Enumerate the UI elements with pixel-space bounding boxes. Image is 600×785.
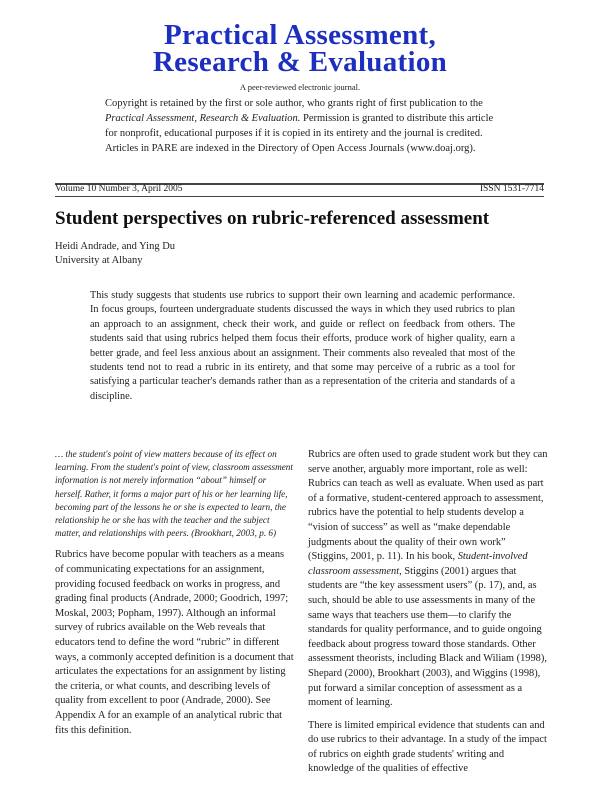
copyright-text-part2: Permission is granted to distribute this article for nonprofit, educational purposes if it is copied in its entirety and the journal is credited. Articles in PARE are indexed in the Directory of Open Access Journals (www.doaj.org).: [105, 113, 494, 154]
body-column-right: [308, 448, 548, 785]
issue-issn: ISSN 1531-7714: [479, 184, 544, 194]
issue-rule-bottom: [55, 196, 544, 197]
copyright-journal-name: Practical Assessment, Research & Evaluation.: [105, 113, 301, 124]
body-column-left: [55, 448, 295, 746]
journal-title-line1: Practical Assessment,: [163, 19, 437, 51]
article-affiliation: University at Albany: [55, 255, 143, 266]
paragraph-text: , Stiggins (2001) argues that students are “the key assessment users” (p. 17), and, as such, should be able to use assessments in many of the same ways that teachers use them—to clarify the standards for quality performance, and to guide ongoing feedback about progress toward those standards. Other assessment theorists, including Black and Wiliam (1998), Shepard (2000), Brookhart (2003), and Wiggins (1998), put forward a similar conception of assessment as a moment of learning.: [308, 565, 547, 709]
epigraph-quote: … the student's point of view matters because of its effect on learning. From the student's point of view, classroom assessment information is not merely information “about” himself or herself. Rather, it forms a major part of his or her learning life, becoming part of the lessons he or she is expected to learn, the relationship he or she has with the teacher and the subject matter, and relationships with peers. (Brookhart, 2003, p. 6): [55, 449, 293, 539]
body-paragraph: Rubrics have become popular with teachers as a means of communicating expectations for an assignment, providing focused feedback on works in progress, and grading final products (Andrade, 2000; Goodrich, 1997; Moskal, 2003; Popham, 1997). Although an informal survey of rubrics available on the Web reveals that educators tend to define the word “rubric” in different ways, a commonly accepted definition is a document that articulates the expectations for an assignment by listing the criteria, or what counts, and describing levels of quality from excellent to poor (Andrade, 2000). See Appendix A for an example of an analytical rubric that fits this definition.: [55, 549, 294, 736]
issue-volume: Volume 10 Number 3, April 2005: [55, 184, 183, 194]
copyright-notice: [105, 96, 505, 156]
journal-tagline: A peer-reviewed electronic journal.: [239, 82, 361, 92]
paragraph-text: Rubrics are often used to grade student work but they can serve another, arguably more important, role as well: Rubrics can teach as well as evaluate. When used as part of a formative, student-centered approach to assessment, rubrics have the potential to help students develop a “vision of success” as well as “make dependable judgments about the quality of their own work” (Stiggins, 2001, p. 11). In his book,: [308, 449, 548, 563]
article-authors: Heidi Andrade, and Ying Du: [55, 241, 176, 252]
journal-masthead: [0, 19, 600, 78]
article-abstract: This study suggests that students use rubrics to support their own learning and academic performance. In focus groups, fourteen undergraduate students discussed the ways in which they used rubrics to plan an approach to an assignment, check their work, and guide or reflect on feedback from others. The students said that using rubrics helped them focus their efforts, produce work of higher quality, earn a better grade, and feel less anxious about an assignment. Their comments also revealed that most of the students tend not to read a rubric in its entirety, and that some may perceive of a rubric as a tool for satisfying a particular teacher's demands rather than as a representation of the criteria and standards of a discipline.: [90, 290, 515, 402]
article-byline: [55, 240, 355, 268]
issue-info-row: [55, 184, 544, 194]
book-title: Student-involved classroom assessment: [308, 551, 528, 577]
article-title: Student perspectives on rubric-referenced assessment: [55, 208, 490, 229]
body-paragraph: There is limited empirical evidence that students can and do use rubrics to their advantage. In a study of the impact of rubrics on eighth grade students' writing and knowledge of the qualities of effective: [308, 719, 547, 775]
journal-title-line2: Research & Evaluation: [152, 46, 448, 78]
body-paragraph: [308, 448, 548, 711]
copyright-text-part1: Copyright is retained by the first or sole author, who grants right of first publication to the: [105, 98, 483, 109]
